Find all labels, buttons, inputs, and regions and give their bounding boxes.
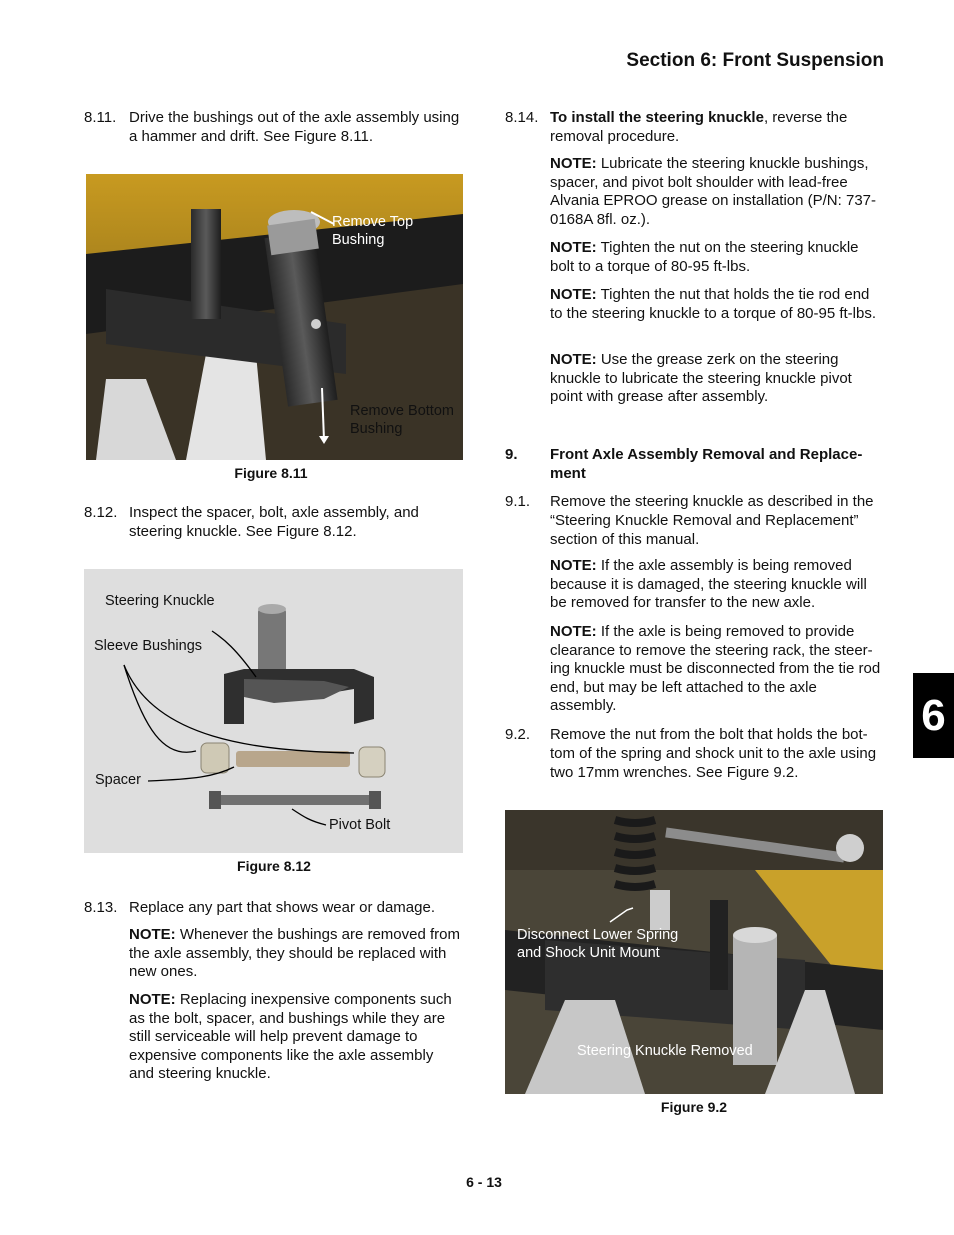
step-text — [550, 108, 885, 146]
step-8-12 — [84, 503, 464, 543]
note-label: NOTE: — [550, 623, 597, 640]
note-label: NOTE: — [550, 155, 597, 172]
figure-label-remove-top: Remove Top Bushing — [332, 214, 414, 248]
figure-8-11-photo — [86, 174, 463, 460]
step-text: Replace any part that shows wear or damage. — [129, 899, 435, 916]
note-8-14-d — [550, 351, 882, 407]
note-label: NOTE: — [550, 286, 597, 303]
note-text: Tighten the nut that holds the tie rod end to the steering knuckle to a torque of 80-95 ft-lbs. — [550, 286, 877, 322]
step-number: 8.14. — [505, 109, 539, 126]
note-9-1-b — [550, 623, 885, 716]
note-text: Lubricate the steering knuckle bushings, spacer, and pivot bolt shoulder with lead-free Alvania EPROO grease on installation (P/N: 737-0168A 8fl. oz.). — [550, 155, 876, 228]
figure-8-12-photo — [84, 569, 463, 853]
note-label: NOTE: — [550, 239, 597, 256]
note-text: If the axle is being removed to provide clearance to remove the steering rack, the steer-ing knuckle must be disconnected from the tie rod end, but may be left attached to the axle assembly. — [550, 623, 881, 715]
step-text: Remove the nut from the bolt that holds the bot-tom of the spring and shock unit to the axle using two 17mm wrenches. See Figure 9.2. — [550, 726, 877, 781]
step-bold-text: To install the steering knuckle — [550, 109, 764, 126]
section-tab: 6 — [913, 673, 954, 758]
section-9-heading — [505, 445, 885, 485]
step-text: Inspect the spacer, bolt, axle assembly, and steering knuckle. See Figure 8.12. — [129, 504, 419, 540]
note-label: NOTE: — [550, 557, 597, 574]
section-header: Section 6: Front Suspension — [626, 50, 884, 71]
step-text: Remove the steering knuckle as described in the “Steering Knuckle Removal and Replacement” section of this manual. — [550, 493, 874, 548]
note-label: NOTE: — [129, 991, 176, 1008]
note-label: NOTE: — [550, 351, 597, 368]
step-number: 8.12. — [84, 504, 118, 521]
note-8-13-b — [129, 991, 462, 1084]
note-text: If the axle assembly is being removed because it is damaged, the steering knuckle will be removed for transfer to the new axle. — [550, 557, 867, 612]
step-8-14 — [505, 108, 885, 148]
figure-label-pivot-bolt: Pivot Bolt — [329, 817, 391, 833]
step-text: Front Axle Assembly Removal and Replace-ment — [550, 446, 863, 482]
step-9-1 — [505, 492, 885, 550]
step-number: 8.11. — [84, 109, 117, 126]
step-number: 9.1. — [505, 493, 531, 510]
note-text: Tighten the nut on the steering knuckle bolt to a torque of 80-95 ft-lbs. — [550, 239, 859, 275]
note-text: Use the grease zerk on the steering knuckle to lubricate the steering knuckle pivot point with grease after assembly. — [550, 351, 852, 406]
figure-9-2-photo — [505, 810, 883, 1094]
figure-caption: Figure 8.12 — [237, 858, 311, 874]
figure-label-sleeve-bushings: Sleeve Bushings — [94, 638, 203, 654]
figure-label-steering-knuckle: Steering Knuckle — [105, 593, 215, 609]
step-8-11 — [84, 108, 464, 148]
note-8-13-a — [129, 926, 462, 982]
note-8-14-c — [550, 286, 882, 323]
page-number: 6 - 13 — [466, 1174, 502, 1190]
step-text: Drive the bushings out of the axle assembly using a hammer and drift. See Figure 8.11. — [129, 109, 460, 145]
step-9-2 — [505, 725, 885, 783]
note-8-14-a — [550, 155, 882, 229]
note-text: Whenever the bushings are removed from the axle assembly, they should be replaced with new ones. — [129, 926, 460, 981]
figure-label-remove-bottom: Remove Bottom Bushing — [350, 403, 454, 437]
note-label: NOTE: — [129, 926, 176, 943]
figure-label-spacer: Spacer — [95, 772, 141, 788]
note-9-1-a — [550, 557, 882, 613]
step-8-13 — [84, 898, 464, 918]
step-number: 8.13. — [84, 899, 118, 916]
note-8-14-b — [550, 239, 882, 276]
figure-caption: Figure 9.2 — [660, 1099, 728, 1115]
step-rest-text: , reverse the removal procedure. — [550, 109, 848, 145]
note-text: Replacing inexpensive components such as the bolt, spacer, and bushings while they are still serviceable will help prevent damage to expensive components like the axle assembly and steering knuckle. — [129, 991, 452, 1083]
figure-caption: Figure 8.11 — [234, 465, 308, 481]
step-number: 9.2. — [505, 726, 531, 743]
figure-label-disconnect-mount: Disconnect Lower Spring and Shock Unit Mount — [517, 927, 679, 961]
figure-label-knuckle-removed: Steering Knuckle Removed — [577, 1043, 753, 1059]
step-number: 9. — [505, 446, 518, 463]
